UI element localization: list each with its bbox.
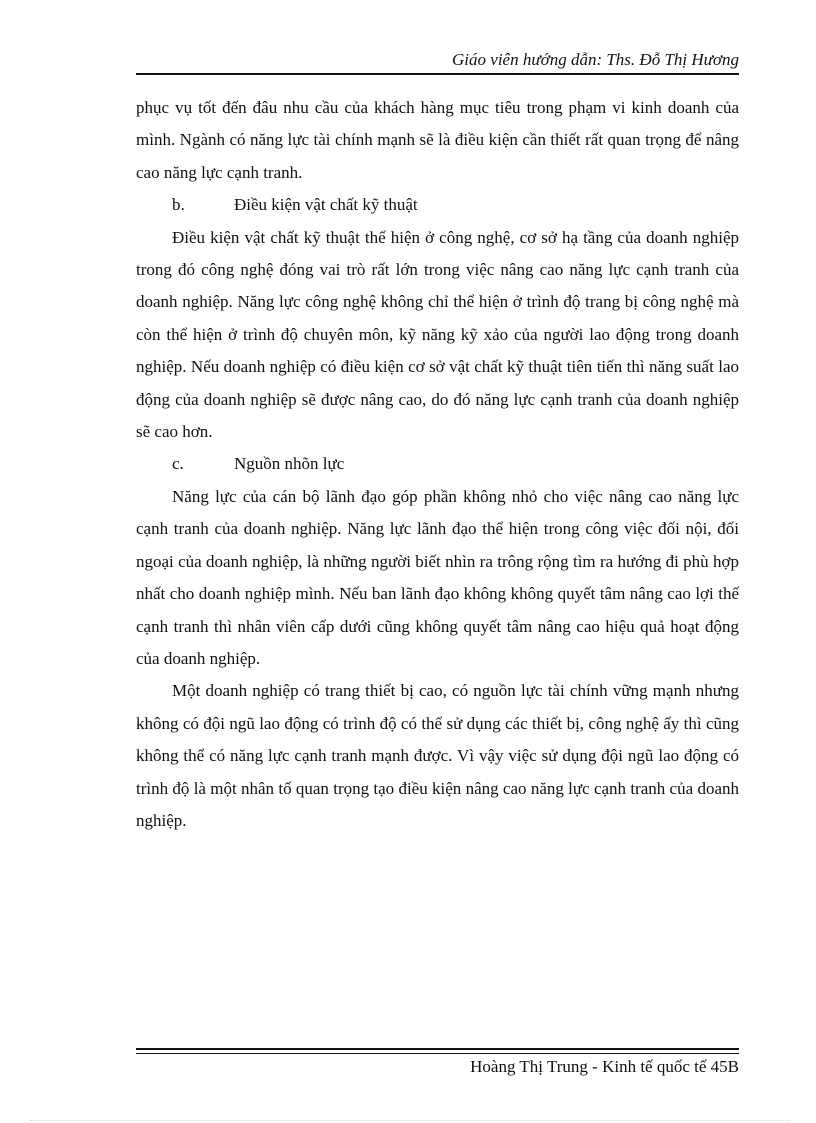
page-footer: Hoàng Thị Trung - Kinh tế quốc tế 45B [470, 1057, 739, 1076]
footer-divider-thick [136, 1048, 739, 1050]
section-title: Nguồn nhõn lực [234, 454, 345, 474]
paragraph-workforce: Một doanh nghiệp có trang thiết bị cao, có nguồn lực tài chính vững mạnh nhưng không có đội ngũ lao động có trình độ có thể sử dụng các thiết bị, công nghệ ấy thì cũng không thể có năng lực cạnh tranh mạnh được. Vì vậy việc sử dụng đội ngũ lao động có trình độ là một nhân tố quan trọng tạo điều kiện nâng cao năng lực cạnh tranh của doanh nghiệp. [136, 681, 739, 830]
page-header: Giáo viên hướng dẫn: Ths. Đỗ Thị Hương [452, 50, 739, 69]
section-marker: c. [172, 454, 184, 474]
paragraph-leadership: Năng lực của cán bộ lãnh đạo góp phần không nhỏ cho việc nâng cao năng lực cạnh tranh của doanh nghiệp. Năng lực lãnh đạo thể hiện trong công việc đối nội, đối ngoại của doanh nghiệp, là những người biết nhìn ra trông rộng tìm ra hướng đi phù hợp nhất cho doanh nghiệp mình. Nếu ban lãnh đạo không không quyết tâm nâng cao lợi thế cạnh tranh thì nhân viên cấp dưới cũng không quyết tâm nâng cao hiệu quả hoạt động của doanh nghiệp. [136, 486, 739, 668]
paragraph-technical-conditions: Điều kiện vật chất kỹ thuật thể hiện ở công nghệ, cơ sở hạ tầng của doanh nghiệp trong đó công nghệ đóng vai trò rất lớn trong việc nâng cao năng lực cạnh tranh của doanh nghiệp. Năng lực công nghệ không chỉ thể hiện ở trình độ trang bị công nghệ mà còn thể hiện ở trình độ chuyên môn, kỹ năng kỹ xảo của người lao động trong doanh nghiệp. Nếu doanh nghiệp có điều kiện cơ sở vật chất kỹ thuật tiên tiến thì năng suất lao động của doanh nghiệp sẽ được nâng cao, do đó năng lực cạnh tranh của doanh nghiệp sẽ cao hơn. [136, 227, 739, 442]
section-marker: b. [172, 195, 185, 215]
document-body [136, 92, 739, 837]
section-heading-c [136, 448, 739, 480]
paragraph-continuation: phục vụ tốt đến đâu nhu cầu của khách hàng mục tiêu trong phạm vi kinh doanh của mình. Ngành có năng lực tài chính mạnh sẽ là điều kiện cần thiết rất quan trọng để nâng cao năng lực cạnh tranh. [136, 98, 739, 182]
section-title: Điều kiện vật chất kỹ thuật [234, 195, 418, 215]
header-divider [136, 73, 739, 75]
section-heading-b [136, 189, 739, 221]
page-bottom-border [30, 1120, 790, 1121]
